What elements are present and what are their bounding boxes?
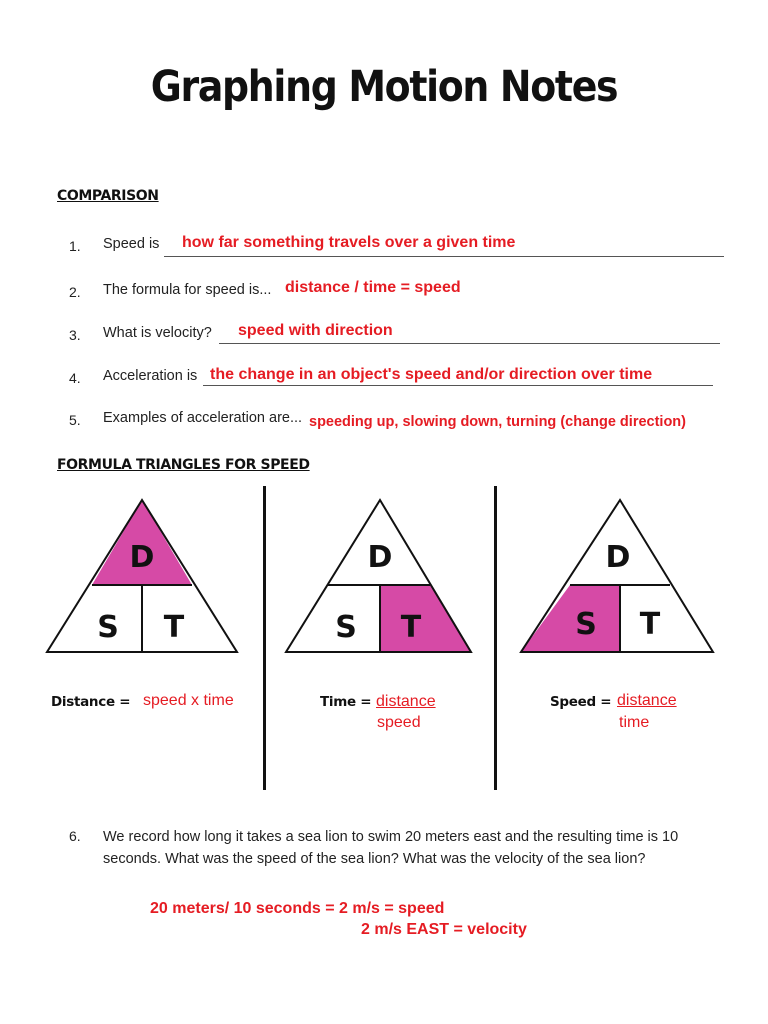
distance-formula-triangle (44, 494, 244, 654)
speed-formula-denominator: time (619, 714, 650, 731)
speed-formula-triangle (518, 494, 718, 654)
item-number: 3. (69, 327, 81, 343)
triangle-letter-t: T (400, 610, 422, 645)
time-formula-denominator: speed (377, 714, 421, 731)
answer-text: the change in an object's speed and/or direction over time (210, 366, 653, 383)
question-number: 6. (69, 828, 81, 844)
speed-formula-numerator: distance (617, 692, 677, 709)
triangle-left-section (521, 585, 620, 652)
answer-blank-line (219, 343, 720, 344)
item-prompt: The formula for speed is... (103, 282, 272, 298)
answer-blank-line (203, 385, 713, 386)
triangle-right-section (380, 585, 471, 652)
time-formula-label: Time = (320, 694, 372, 710)
triangle-letter-t: T (163, 610, 185, 645)
question-answer-line1: 20 meters/ 10 seconds = 2 m/s = speed (150, 900, 445, 917)
question-answer-line2: 2 m/s EAST = velocity (361, 921, 527, 938)
item-prompt: What is velocity? (103, 325, 212, 341)
page-title: Graphing Motion Notes (150, 62, 618, 112)
item-prompt: Acceleration is (103, 368, 198, 384)
distance-formula-label: Distance = (51, 694, 131, 710)
time-formula-triangle (283, 494, 483, 654)
item-number: 2. (69, 284, 81, 300)
column-divider (263, 486, 266, 790)
answer-text: distance / time = speed (285, 279, 461, 296)
formula-triangles-heading: FORMULA TRIANGLES FOR SPEED (57, 457, 310, 473)
question-text: We record how long it takes a sea lion to swim 20 meters east and the resulting time is 10 seconds. What was the speed of the sea lion? What was the velocity of the sea lion? (103, 829, 679, 867)
item-prompt: Speed is (103, 236, 160, 252)
answer-blank-line (164, 256, 724, 257)
distance-formula-answer: speed x time (143, 692, 234, 709)
speed-formula-label: Speed = (550, 694, 612, 710)
triangle-letter-d: D (367, 540, 393, 575)
item-number: 1. (69, 238, 81, 254)
comparison-heading: COMPARISON (57, 188, 159, 204)
triangle-letter-d: D (605, 540, 631, 575)
item-prompt: Examples of acceleration are... (103, 410, 303, 426)
time-formula-numerator: distance (376, 693, 436, 710)
answer-text: speed with direction (238, 322, 393, 339)
triangle-letter-s: S (97, 610, 119, 645)
triangle-letter-s: S (575, 607, 597, 642)
triangle-letter-d: D (129, 540, 155, 575)
column-divider (494, 486, 497, 790)
triangle-letter-t: T (639, 607, 661, 642)
triangle-letter-s: S (335, 610, 357, 645)
answer-text: speeding up, slowing down, turning (change direction) (309, 414, 686, 430)
item-number: 5. (69, 412, 81, 428)
item-number: 4. (69, 370, 81, 386)
answer-text: how far something travels over a given time (182, 234, 516, 251)
